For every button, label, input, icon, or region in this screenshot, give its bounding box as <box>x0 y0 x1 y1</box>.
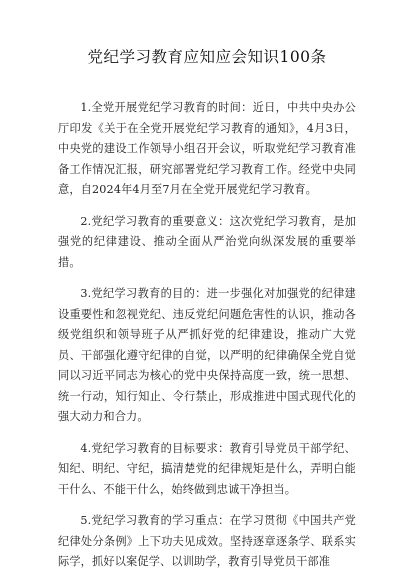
paragraph-text: 全党开展党纪学习教育的时间：近日，中共中央办公厅印发《关于在全党开展党纪学习教育的通知》，4月3日，中央党的建设工作领导小组召开会议，听取党纪学习教育准备工作情况汇报，研究部署党纪学习教育工作。经党中央同意，自2024年4月至7月在全党开展党纪学习教育。 <box>58 101 356 196</box>
paragraph-text: 党纪学习教育的重要意义：这次党纪学习教育，是加强党的纪律建设、推动全面从严治党向纵深发展的重要举措。 <box>58 214 356 269</box>
paragraph-number: 1. <box>80 101 92 114</box>
paragraph-text: 党纪学习教育的目标要求：教育引导党员干部学纪、知纪、明纪、守纪，搞清楚党的纪律规矩是什么，弄明白能干什么、不能干什么，始终做到忠诚干净担当。 <box>58 441 356 496</box>
paragraph-3 <box>58 284 356 428</box>
paragraph-number: 3. <box>80 287 92 300</box>
paragraph-number: 5. <box>80 514 92 527</box>
paragraph-number: 4. <box>80 441 92 455</box>
paragraph-text: 党纪学习教育的学习重点：在学习贯彻《中国共产党纪律处分条例》上下功夫见成效。坚持逐章逐条学、联系实际学，抓好以案促学、以训助学，教育引导党员干部准 <box>58 514 356 568</box>
paragraph-4 <box>58 439 356 501</box>
paragraph-1 <box>58 98 356 201</box>
document-body <box>58 98 356 573</box>
document-title: 党纪学习教育应知应会知识100条 <box>87 48 327 66</box>
paragraph-5 <box>58 511 356 573</box>
paragraph-number: 2. <box>80 214 92 228</box>
paragraph-text: 党纪学习教育的目的：进一步强化对加强党的纪律建设重要性和忽视党纪、违反党纪问题危害性的认识，推动各级党组织和领导班子从严抓好党的纪律建设，推动广大党员、干部强化遵守纪律的自觉，以严明的纪律确保全党自觉同以习近平同志为核心的党中央保持高度一致，统一思想、统一行动，知行知止、令行禁止，形成推进中国式现代化的强大动力和合力。 <box>58 287 356 423</box>
paragraph-2 <box>58 212 356 274</box>
